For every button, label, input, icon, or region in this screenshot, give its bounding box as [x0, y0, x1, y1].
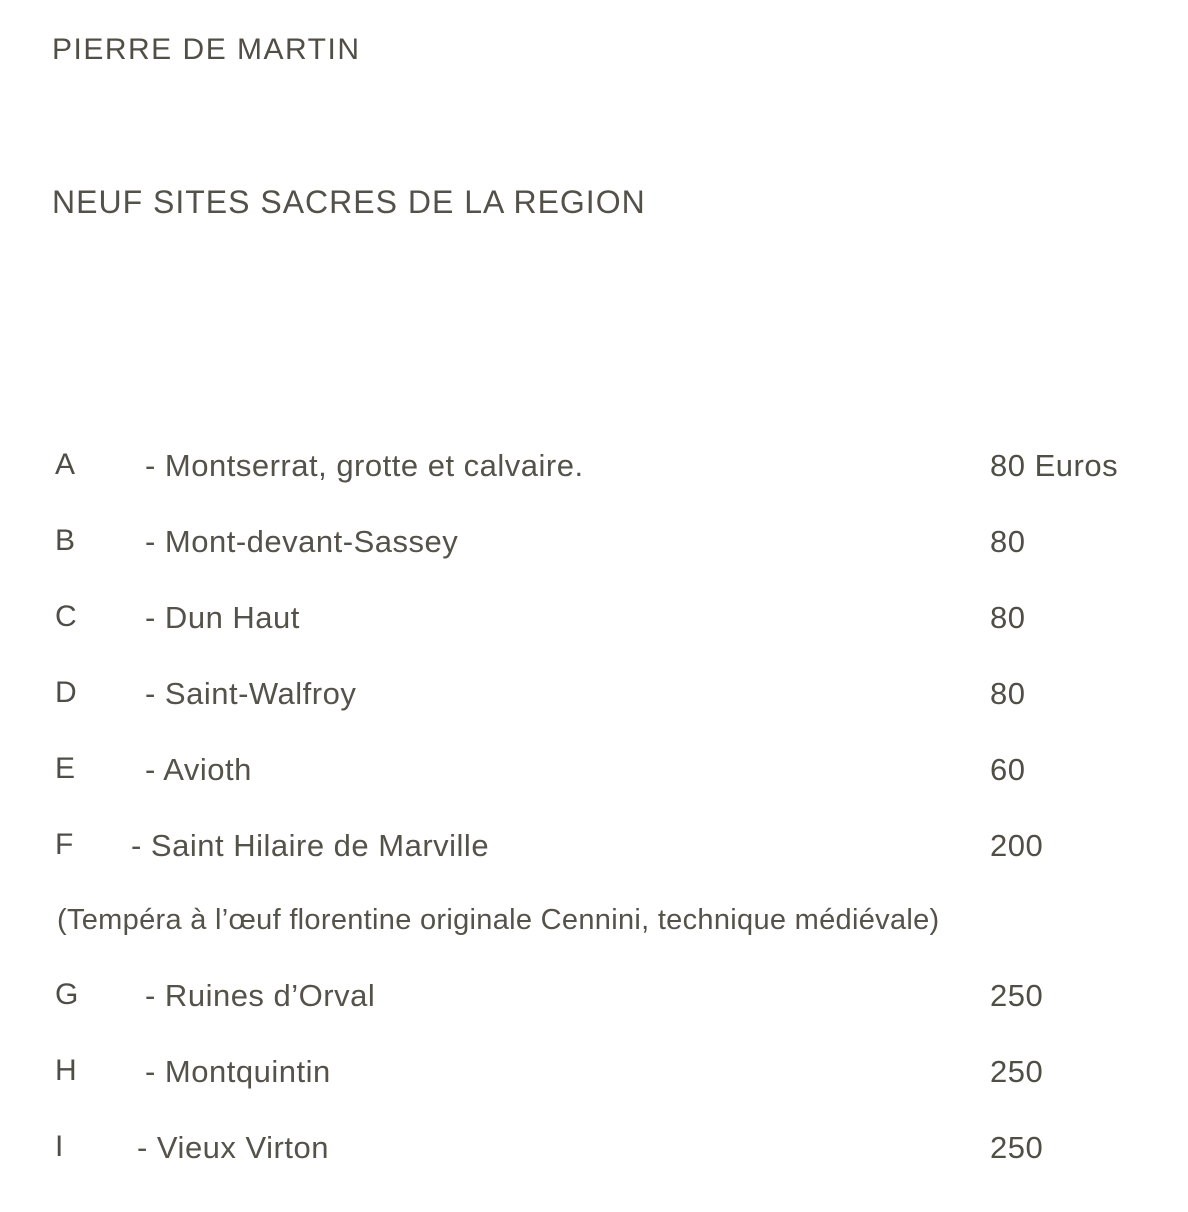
item-letter: E	[55, 752, 76, 785]
author-name: PIERRE DE MARTIN	[52, 33, 361, 66]
item-name: - Avioth	[145, 752, 252, 787]
item-letter: C	[55, 600, 77, 633]
list-item	[55, 1130, 1165, 1206]
item-name: - Vieux Virton	[137, 1130, 329, 1165]
technique-note: (Tempéra à l’œuf florentine originale Cennini, technique médiévale)	[57, 904, 940, 936]
item-name: - Mont-devant-Sassey	[145, 524, 459, 559]
item-price: 250	[990, 978, 1044, 1013]
item-price: 80	[990, 600, 1026, 635]
item-name: - Dun Haut	[145, 600, 300, 635]
item-price: 250	[990, 1054, 1044, 1089]
item-letter: I	[55, 1130, 64, 1163]
item-name: - Saint-Walfroy	[145, 676, 357, 711]
item-letter: B	[55, 524, 76, 557]
list-item	[55, 524, 1165, 600]
item-letter: G	[55, 978, 79, 1011]
page-title: NEUF SITES SACRES DE LA REGION	[52, 184, 646, 220]
item-name: - Ruines d’Orval	[145, 978, 376, 1013]
list-item	[55, 1054, 1165, 1130]
list-item	[55, 828, 1165, 904]
item-letter: H	[55, 1054, 77, 1087]
list-item	[55, 752, 1165, 828]
item-name: - Montserrat, grotte et calvaire.	[145, 448, 584, 483]
list-item	[55, 978, 1165, 1054]
item-name: - Saint Hilaire de Marville	[131, 828, 490, 863]
list-item	[55, 600, 1165, 676]
item-price: 250	[990, 1130, 1044, 1165]
item-price: 80	[990, 676, 1026, 711]
item-letter: F	[55, 828, 74, 861]
item-price: 200	[990, 828, 1044, 863]
item-letter: D	[55, 676, 77, 709]
item-price: 80 Euros	[990, 448, 1119, 483]
price-list	[55, 448, 1165, 1206]
item-letter: A	[55, 448, 76, 481]
list-item	[55, 448, 1165, 524]
item-price: 80	[990, 524, 1026, 559]
list-item	[55, 676, 1165, 752]
item-price: 60	[990, 752, 1026, 787]
item-name: - Montquintin	[145, 1054, 331, 1089]
